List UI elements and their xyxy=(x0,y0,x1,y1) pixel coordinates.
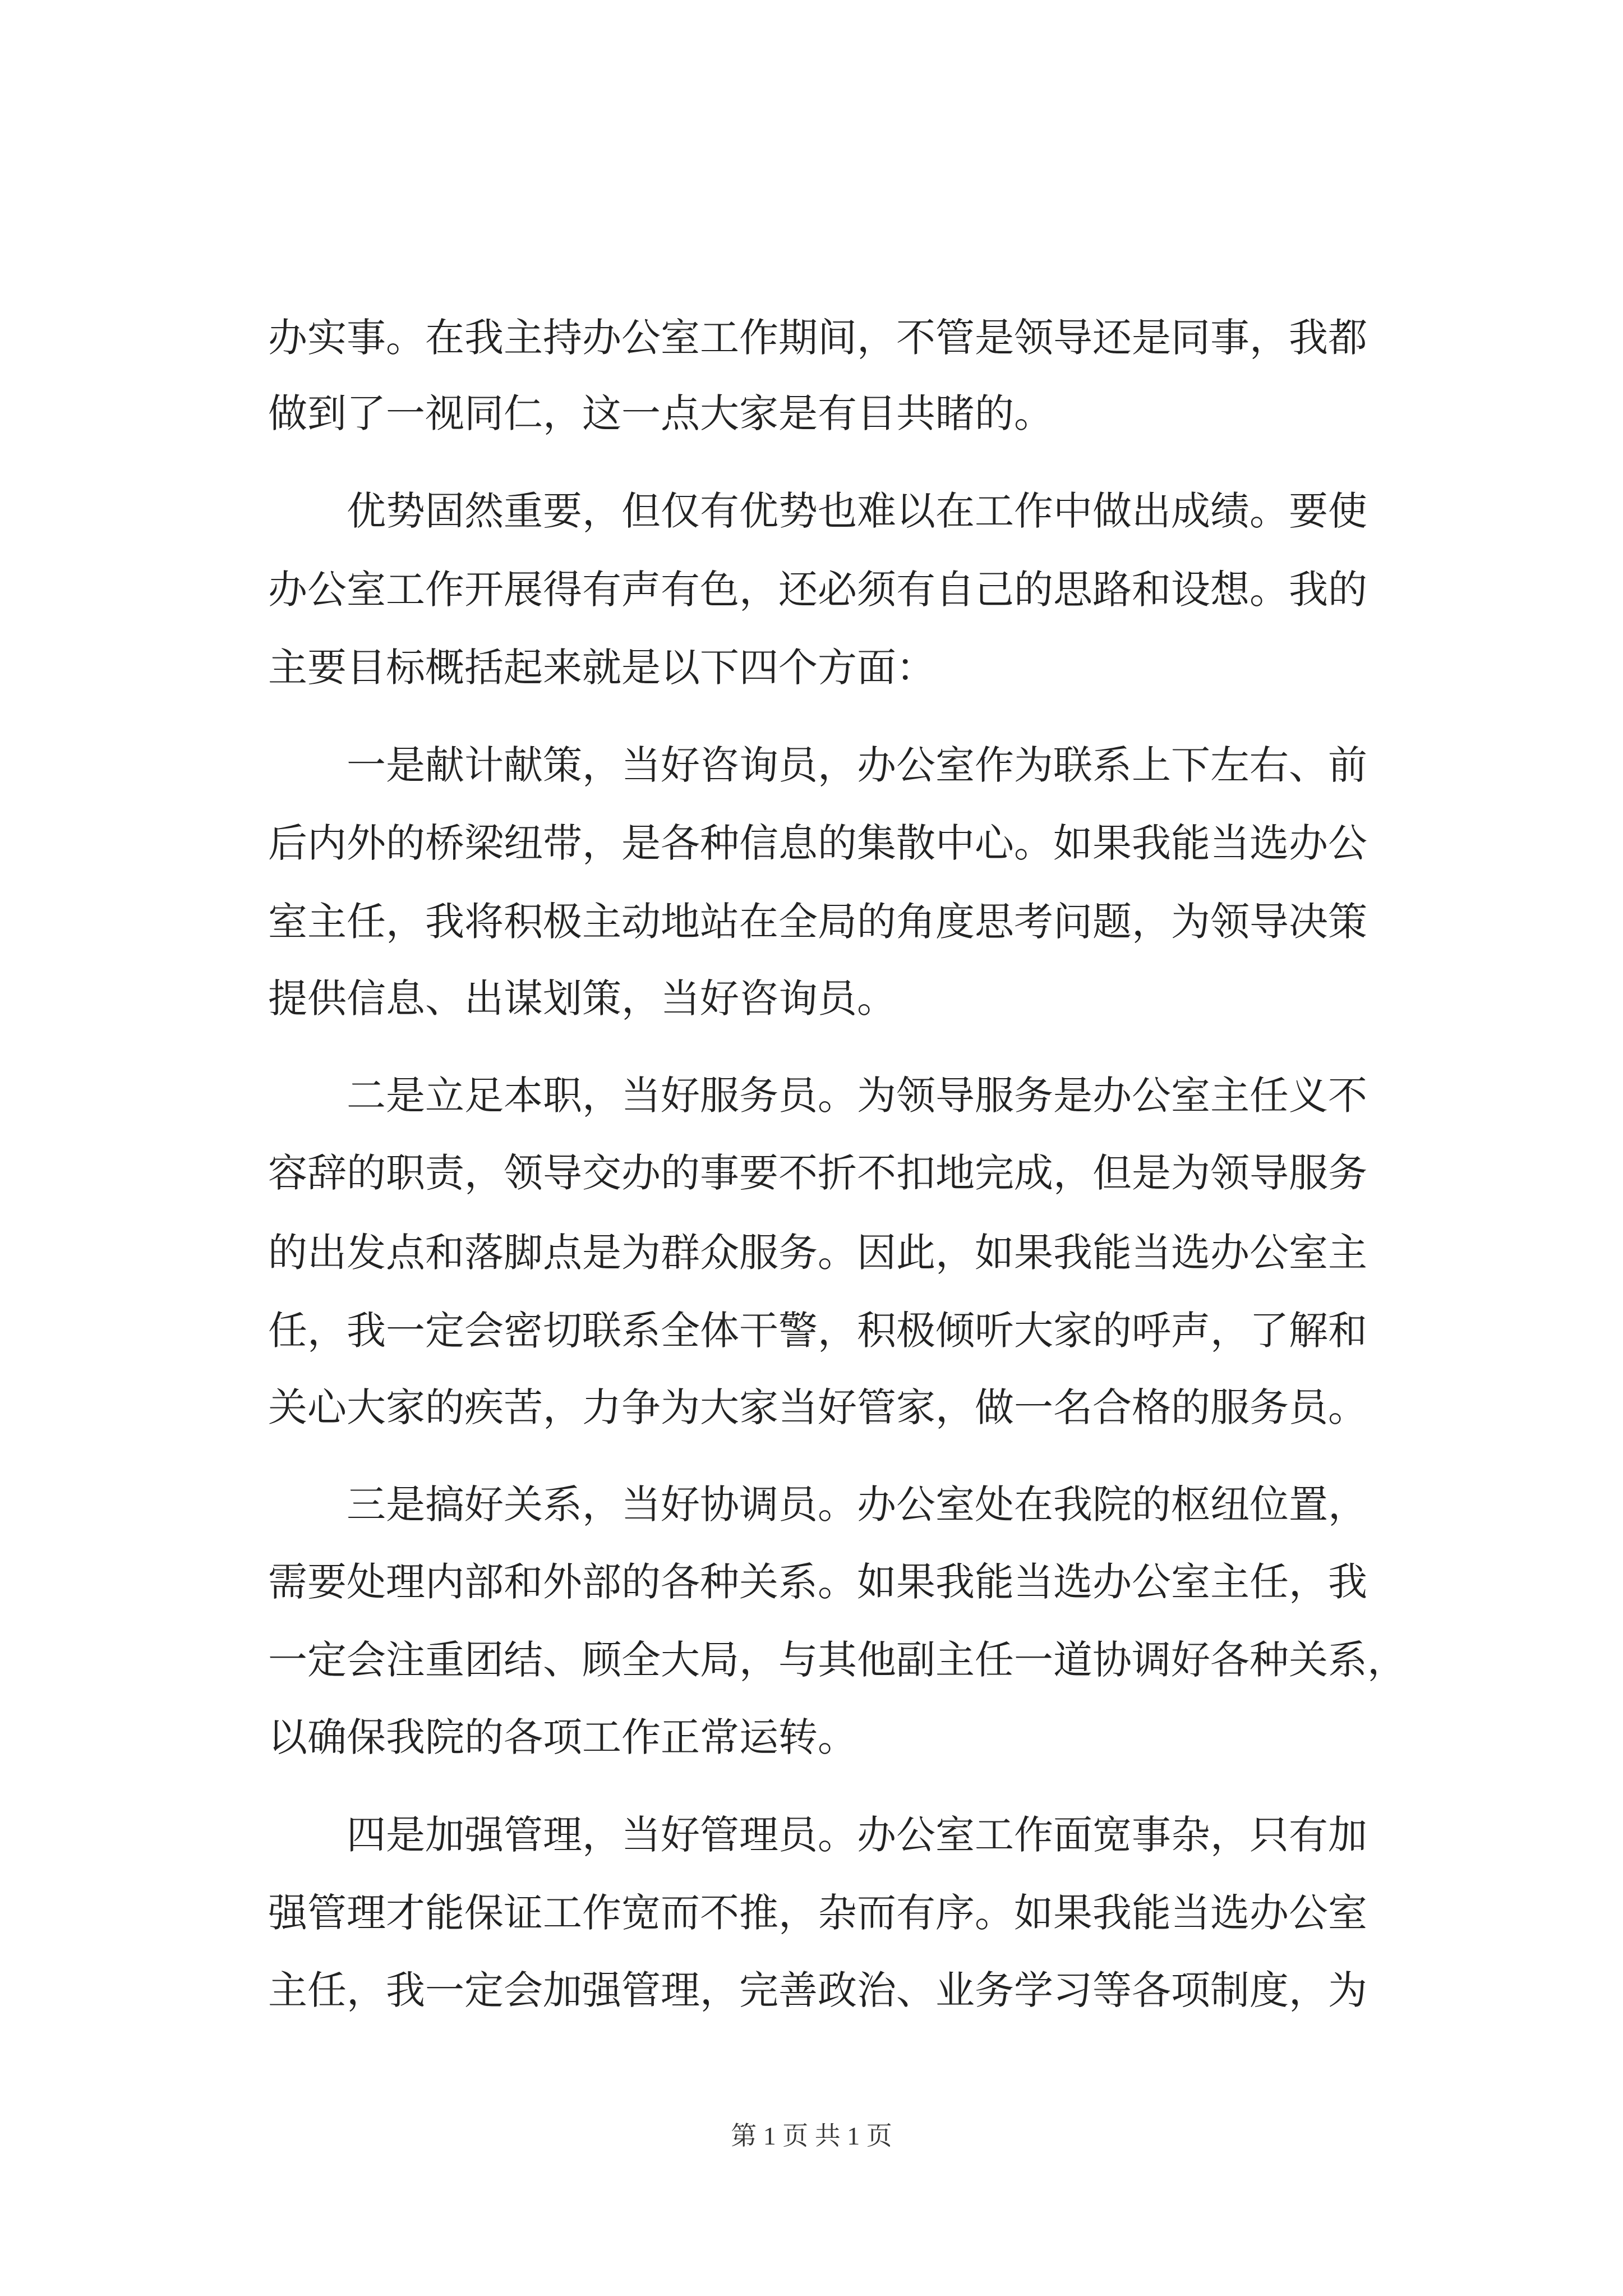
text-line: 主要目标概括起来就是以下四个方面： xyxy=(268,645,935,691)
text-line: 办公室工作开展得有声有色，还必须有自己的思路和设想。我的 xyxy=(268,567,1367,613)
text-line: 强管理才能保证工作宽而不推，杂而有序。如果我能当选办公室 xyxy=(268,1890,1367,1936)
text-line: 四是加强管理，当好管理员。办公室工作面宽事杂，只有加 xyxy=(347,1812,1367,1858)
text-line: 后内外的桥梁纽带，是各种信息的集散中心。如果我能当选办公 xyxy=(268,820,1367,866)
text-line: 容辞的职责，领导交办的事要不折不扣地完成，但是为领导服务 xyxy=(268,1150,1367,1196)
text-line: 关心大家的疾苦，力争为大家当好管家，做一名合格的服务员。 xyxy=(268,1384,1367,1430)
text-line: 提供信息、出谋划策，当好咨询员。 xyxy=(268,976,896,1022)
text-line: 二是立足本职，当好服务员。为领导服务是办公室主任义不 xyxy=(347,1073,1367,1119)
text-line: 一是献计献策，当好咨询员，办公室作为联系上下左右、前 xyxy=(347,742,1367,788)
text-line: 一定会注重团结、顾全大局，与其他副主任一道协调好各种关系， xyxy=(268,1637,1407,1683)
text-line: 办实事。在我主持办公室工作期间，不管是领导还是同事，我都 xyxy=(268,315,1367,361)
text-line: 三是搞好关系，当好协调员。办公室处在我院的枢纽位置， xyxy=(347,1481,1367,1527)
page-footer: 第 1 页 共 1 页 xyxy=(731,2122,892,2150)
text-line: 做到了一视同仁，这一点大家是有目共睹的。 xyxy=(268,390,1053,436)
text-line: 室主任，我将积极主动地站在全局的角度思考问题，为领导决策 xyxy=(268,899,1367,945)
text-line: 优势固然重要，但仅有优势也难以在工作中做出成绩。要使 xyxy=(347,488,1367,534)
text-line: 需要处理内部和外部的各种关系。如果我能当选办公室主任，我 xyxy=(268,1559,1367,1605)
text-line: 任，我一定会密切联系全体干警，积极倾听大家的呼声，了解和 xyxy=(268,1308,1367,1354)
text-line: 主任，我一定会加强管理，完善政治、业务学习等各项制度，为 xyxy=(268,1967,1367,2013)
text-line: 的出发点和落脚点是为群众服务。因此，如果我能当选办公室主 xyxy=(268,1230,1367,1276)
text-line: 以确保我院的各项工作正常运转。 xyxy=(268,1714,857,1760)
